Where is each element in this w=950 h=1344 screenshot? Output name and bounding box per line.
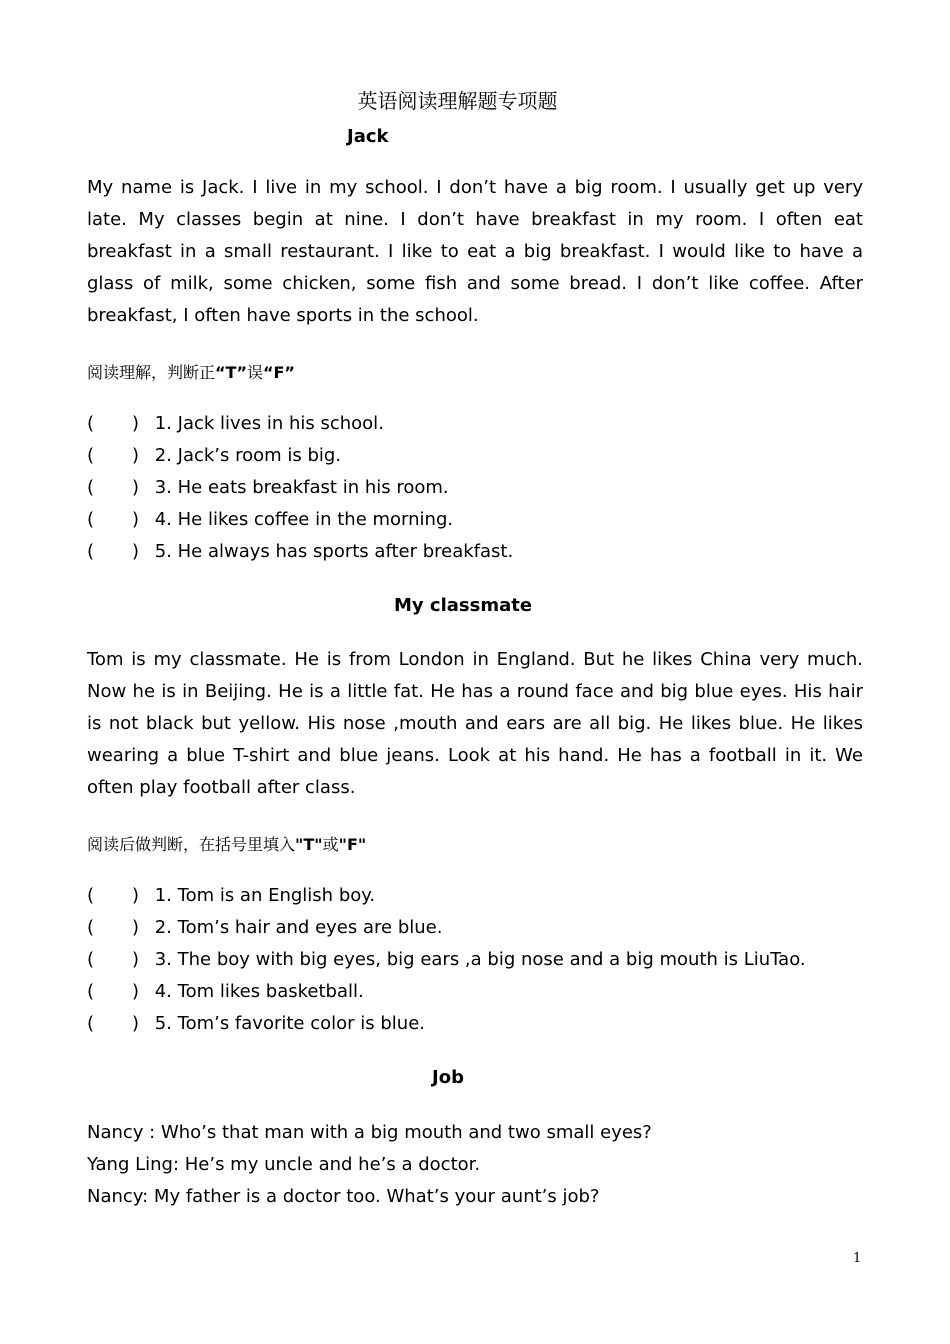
answer-blank[interactable]: ( ): [87, 1013, 140, 1034]
answer-blank[interactable]: ( ): [87, 917, 140, 938]
answer-blank[interactable]: ( ): [87, 885, 140, 906]
dialogue-line: Yang Ling: He’s my uncle and he’s a doctor.: [87, 1154, 481, 1175]
question-list-jack: [87, 408, 877, 568]
answer-blank[interactable]: ( ): [87, 413, 140, 434]
page-number: 1: [853, 1251, 862, 1266]
answer-blank[interactable]: ( ): [87, 445, 140, 466]
passage-jack: My name is Jack. I live in my school. I don’t have a big room. I usually get up very late. My classes begin at nine. I don’t have breakfast in my room. I often eat breakfast in a small restaurant. I like to eat a big breakfast. I would like to have a glass of milk, some chicken, some fish and some bread. I don’t like coffee. After breakfast, I often have sports in the school.: [87, 177, 863, 326]
instruction-text: 阅读理解，判断正: [87, 363, 216, 382]
dialogue-line: Nancy: My father is a doctor too. What’s your aunt’s job?: [87, 1186, 600, 1207]
dialogue-line: Nancy : Who’s that man with a big mouth and two small eyes?: [87, 1122, 652, 1143]
question-item: [87, 976, 877, 1008]
question-item: [87, 472, 877, 504]
question-item: [87, 1008, 877, 1040]
question-item: [87, 912, 877, 944]
answer-blank[interactable]: ( ): [87, 509, 140, 530]
question-text: 5. Tom’s favorite color is blue.: [154, 1013, 425, 1034]
question-text: 4. He likes coffee in the morning.: [154, 509, 454, 530]
question-item: [87, 440, 877, 472]
instruction-text: 误: [246, 363, 263, 382]
section-title-job: Job: [432, 1067, 464, 1088]
instruction-false-mark: "F": [338, 835, 367, 854]
instruction-jack: [87, 362, 295, 384]
question-text: 3. He eats breakfast in his room.: [154, 477, 449, 498]
answer-blank[interactable]: ( ): [87, 981, 140, 1002]
question-text: 2. Jack’s room is big.: [154, 445, 342, 466]
answer-blank[interactable]: ( ): [87, 477, 140, 498]
section-title-jack: Jack: [347, 126, 389, 147]
answer-blank[interactable]: ( ): [87, 949, 140, 970]
question-text: 3. The boy with big eyes, big ears ,a big nose and a big mouth is LiuTao.: [154, 949, 806, 970]
question-item: [87, 408, 877, 440]
instruction-text: 或: [322, 835, 339, 854]
dialogue-job: [87, 1117, 877, 1213]
instruction-text: 阅读后做判断，在括号里填入: [87, 835, 296, 854]
document-title: 英语阅读理解题专项题: [357, 89, 558, 113]
question-item: [87, 536, 877, 568]
question-text: 2. Tom’s hair and eyes are blue.: [154, 917, 443, 938]
passage-my-classmate: Tom is my classmate. He is from London in England. But he likes China very much. Now he is in Beijing. He is a little fat. He has a round face and big blue eyes. His hair is not black but yellow. His nose ,mouth and ears are all big. He likes blue. He likes wearing a blue T-shirt and blue jeans. Look at his hand. He has a football in it. We often play football after class.: [87, 649, 863, 798]
instruction-true-mark: "T": [295, 835, 323, 854]
question-text: 5. He always has sports after breakfast.: [154, 541, 514, 562]
question-text: 4. Tom likes basketball.: [154, 981, 364, 1002]
question-item: [87, 504, 877, 536]
question-text: 1. Jack lives in his school.: [154, 413, 384, 434]
question-item: [87, 944, 877, 976]
instruction-true-mark: “T”: [215, 363, 247, 382]
instruction-my-classmate: [87, 834, 366, 856]
answer-blank[interactable]: ( ): [87, 541, 140, 562]
question-text: 1. Tom is an English boy.: [154, 885, 376, 906]
question-list-my-classmate: [87, 880, 877, 1040]
question-item: [87, 880, 877, 912]
section-title-my-classmate: My classmate: [394, 595, 533, 616]
instruction-false-mark: “F”: [262, 363, 295, 382]
